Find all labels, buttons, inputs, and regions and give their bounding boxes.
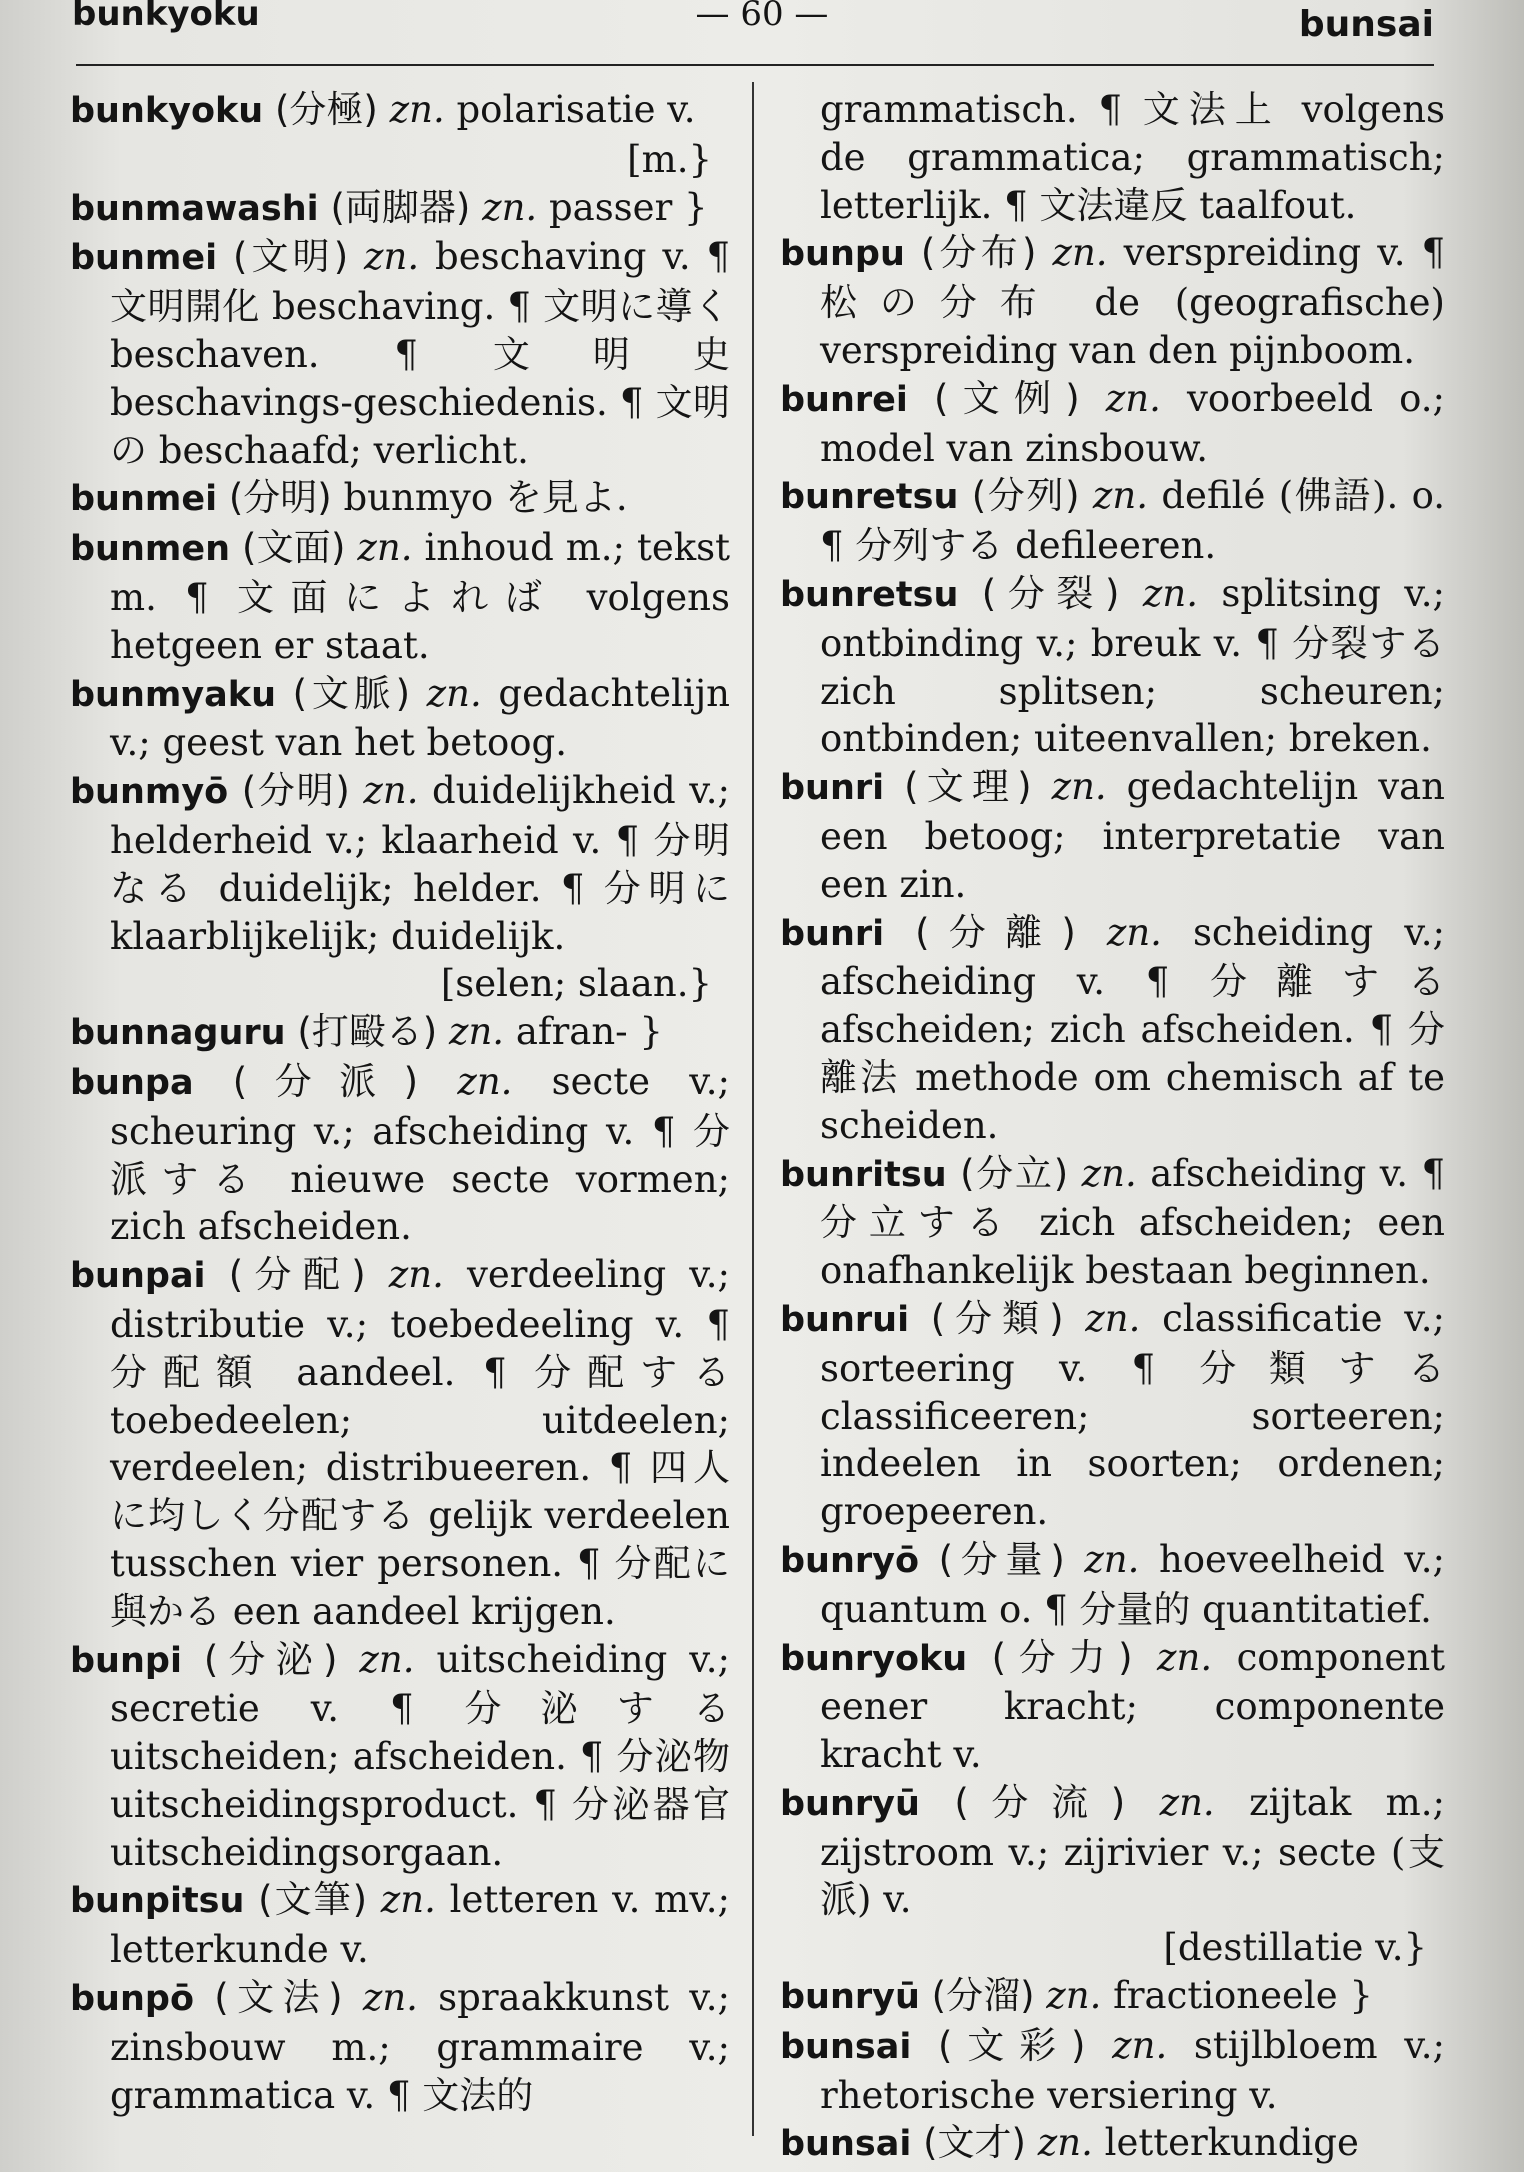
- headword: bunmyaku: [70, 674, 276, 715]
- running-head-right-word: bunsai: [1298, 4, 1434, 45]
- dictionary-entry: [70, 767, 730, 1008]
- part-of-speech: zn.: [448, 1010, 505, 1054]
- dictionary-entry: [780, 1634, 1445, 1779]
- dictionary-entry: [70, 1636, 730, 1877]
- kanji-form: (分溜): [931, 1974, 1035, 2018]
- definition-text: verdeeling v.; distributie v.; toebedeeling v. ¶ 分配額 aandeel. ¶ 分配する toebedeelen; uitdeelen; verdeelen; distribueeren. ¶ 四人に均しく分配する gelijk verdeelen tusschen vier personen. ¶ 分配に與かる een aandeel krijgen.: [110, 1253, 730, 1633]
- dictionary-entry: [70, 184, 730, 234]
- definition-text: splitsing v.; ontbinding v.; breuk v. ¶ 分裂する zich splitsen; scheuren; ontbinden; uiteenvallen; breken.: [820, 571, 1446, 761]
- definition-text: spraakkunst v.; zinsbouw m.; grammaire v.; grammatica v. ¶ 文法的: [110, 1976, 730, 2117]
- definition-text: stijlbloem v.; rhetorische versiering v.: [820, 2023, 1446, 2117]
- headword: bunsai: [780, 2026, 912, 2067]
- definition-text: defilé (佛語). o. ¶ 分列する defileeren.: [820, 474, 1446, 568]
- kanji-form: (文例): [933, 376, 1080, 420]
- dictionary-entry: [780, 1295, 1445, 1536]
- part-of-speech: zn.: [1092, 474, 1148, 518]
- part-of-speech: zn.: [359, 1637, 415, 1681]
- headword: bunpitsu: [70, 1881, 245, 1922]
- definition-text: gedachtelijn van een betoog; interpretatie van een zin.: [820, 765, 1446, 906]
- headword: bunmen: [70, 529, 231, 570]
- part-of-speech: zn.: [1105, 376, 1161, 420]
- part-of-speech: zn.: [1052, 231, 1108, 275]
- kanji-form: (分配): [228, 1253, 366, 1297]
- kanji-form: (分明): [228, 476, 332, 520]
- dictionary-entry: [780, 472, 1445, 570]
- headword: bunryū: [780, 1783, 920, 1824]
- dictionary-entry: [780, 1536, 1445, 1634]
- kanji-form: (分裂): [981, 571, 1120, 615]
- definition-text: polarisatie v.: [456, 88, 696, 131]
- dictionary-entry: [780, 763, 1445, 908]
- part-of-speech: zn.: [1051, 765, 1107, 809]
- dictionary-entry: [70, 474, 730, 524]
- definition-text: voorbeeld o.; model van zinsbouw.: [820, 376, 1445, 470]
- part-of-speech: zn.: [1081, 1151, 1137, 1195]
- definition-text: gedachtelijn v.; geest van het betoog.: [110, 671, 731, 765]
- part-of-speech: zn.: [426, 671, 482, 715]
- kanji-form: (分量): [938, 1537, 1065, 1581]
- headword: bunretsu: [780, 574, 959, 615]
- kanji-form: (文脈): [292, 671, 411, 715]
- dictionary-entry: [70, 524, 730, 669]
- dictionary-entry: [70, 1876, 730, 1974]
- headword: bunrui: [780, 1299, 910, 1340]
- kanji-form: (両脚器): [330, 185, 471, 229]
- kanji-form: (分明): [241, 769, 350, 813]
- dictionary-entry: [780, 1150, 1445, 1295]
- kanji-form: (文明): [232, 235, 349, 279]
- part-of-speech: zn.: [1084, 1537, 1140, 1581]
- dictionary-entry: [70, 1974, 730, 2119]
- part-of-speech: zn.: [1106, 910, 1162, 954]
- carried-over-text: [destillatie v.}: [1163, 1926, 1427, 1970]
- kanji-form: (文筆): [258, 1878, 368, 1922]
- dictionary-entry: [70, 1251, 730, 1635]
- running-head-left-word: bunkyoku: [72, 0, 260, 34]
- part-of-speech: zn.: [388, 1253, 444, 1297]
- part-of-speech: zn.: [1037, 2121, 1093, 2165]
- kanji-form: (分力): [991, 1635, 1133, 1679]
- definition-text: zijtak m.; zijstroom v.; zijrivier v.; secte (支派) v.: [820, 1780, 1445, 1922]
- entry-continuation: [780, 86, 1445, 229]
- kanji-form: (分類): [930, 1296, 1064, 1340]
- page-number: — 60 —: [695, 0, 829, 34]
- definition-text: inhoud m.; tekst m. ¶ 文面によれば volgens hetgeen er staat.: [110, 526, 731, 667]
- headword: bunri: [780, 913, 885, 954]
- headword: bunryō: [780, 1540, 920, 1581]
- headword: bunmyō: [70, 772, 229, 813]
- running-head: [0, 0, 1524, 52]
- part-of-speech: zn.: [1046, 1974, 1102, 2018]
- part-of-speech: zn.: [1112, 2023, 1168, 2067]
- definition-text: letteren v. mv.; letterkunde v.: [110, 1878, 730, 1972]
- kanji-form: (分泌): [203, 1637, 338, 1681]
- headword: bunmei: [70, 479, 218, 520]
- part-of-speech: zn.: [1085, 1296, 1141, 1340]
- dictionary-entry: [70, 86, 730, 184]
- definition-text: secte v.; scheuring v.; afscheiding v. ¶ 分派する nieuwe secte vormen; zich afscheiden.: [110, 1059, 730, 1249]
- definition-text: letterkundige: [1104, 2121, 1359, 2165]
- headword: bunryū: [780, 1977, 920, 2018]
- part-of-speech: zn.: [457, 1059, 513, 1103]
- dictionary-entry: [70, 1058, 730, 1251]
- part-of-speech: zn.: [364, 235, 420, 279]
- headword: bunrei: [780, 379, 908, 420]
- kanji-form: (分布): [920, 231, 1037, 275]
- part-of-speech: zn.: [357, 526, 413, 570]
- part-of-speech: zn.: [380, 1878, 436, 1922]
- kanji-form: (文才): [923, 2121, 1026, 2165]
- kanji-form: (分立): [960, 1151, 1069, 1195]
- kanji-form: (文彩): [937, 2023, 1086, 2067]
- header-rule: [76, 64, 1434, 66]
- dictionary-entry: [780, 229, 1445, 374]
- part-of-speech: zn.: [482, 185, 538, 229]
- headword: bunsai: [780, 2124, 912, 2165]
- definition-text: afran- }: [515, 1010, 663, 1054]
- kanji-form: (文法): [214, 1976, 343, 2020]
- kanji-form: (分列): [971, 474, 1080, 518]
- part-of-speech: zn.: [363, 769, 419, 813]
- definition-text: classificatie v.; sorteering v. ¶ 分類する classificeeren; sorteeren; indeelen in soorten; ordenen; groepeeren.: [820, 1296, 1446, 1534]
- headword: bunmawashi: [70, 188, 319, 229]
- definition-text: duidelijkheid v.; helderheid v.; klaarheid v. ¶ 分明なる duidelijk; helder. ¶ 分明に klaarblijkelijk; duidelijk.: [110, 769, 730, 958]
- dictionary-entry: [780, 2022, 1445, 2120]
- kanji-form: (打毆る): [297, 1010, 438, 1054]
- definition-text: bunmyo を見よ.: [343, 476, 628, 520]
- headword: bunkyoku: [70, 91, 264, 131]
- headword: bunpi: [70, 1640, 182, 1681]
- dictionary-entry: [70, 1008, 730, 1058]
- headword: bunpa: [70, 1062, 194, 1103]
- headword: bunpai: [70, 1256, 206, 1297]
- part-of-speech: zn.: [362, 1976, 418, 2020]
- dictionary-entry: [780, 570, 1445, 763]
- definition-text: uitscheiding v.; secretie v. ¶ 分泌する uitscheiden; afscheiden. ¶ 分泌物 uitscheidingsproduct. ¶ 分泌器官 uitscheidingsorgaan.: [110, 1637, 730, 1874]
- definition-text: scheiding v.; afscheiding v. ¶ 分離する afscheiden; zich afscheiden. ¶ 分離法 methode om chemisch af te scheiden.: [820, 910, 1445, 1147]
- headword: bunri: [780, 768, 885, 809]
- definition-text: grammatisch. ¶ 文法上 volgens de grammatica; grammatisch; letterlijk. ¶ 文法違反 taalfout.: [820, 88, 1445, 227]
- definition-text: afscheiding v. ¶ 分立する zich afscheiden; een onafhankelijk bestaan beginnen.: [820, 1151, 1446, 1293]
- left-column: [70, 86, 730, 2119]
- headword: bunryoku: [780, 1638, 968, 1679]
- dictionary-entry: [70, 233, 730, 474]
- right-column: [780, 86, 1445, 2169]
- column-divider: [752, 82, 754, 2136]
- definition-text: beschaving v. ¶ 文明開化 beschaving. ¶ 文明に導く beschaven. ¶ 文明史 beschavings-geschiedenis. ¶ 文明の beschaafd; verlicht.: [110, 235, 730, 472]
- part-of-speech: zn.: [1142, 571, 1198, 615]
- definition-text: passer }: [548, 185, 708, 229]
- kanji-form: (分派): [232, 1059, 419, 1103]
- kanji-form: (文理): [904, 765, 1032, 809]
- carried-over-text: [selen; slaan.}: [440, 962, 712, 1006]
- part-of-speech: zn.: [389, 88, 445, 131]
- kanji-form: (分流): [954, 1780, 1126, 1824]
- definition-text: hoeveelheid v.; quantum o. ¶ 分量的 quantitatief.: [820, 1537, 1446, 1631]
- dictionary-entry: [70, 670, 730, 768]
- definition-text: verspreiding v. ¶ 松の分布 de (geografische) verspreiding van den pijnboom.: [820, 231, 1446, 372]
- dictionary-entry: [780, 909, 1445, 1150]
- part-of-speech: zn.: [1159, 1780, 1215, 1824]
- kanji-form: (文面): [241, 526, 346, 570]
- headword: bunritsu: [780, 1154, 947, 1195]
- definition-text: component eener kracht; componente kracht v.: [820, 1635, 1446, 1777]
- dictionary-entry: [780, 1972, 1445, 2022]
- carried-over-text: [m.}: [627, 137, 712, 181]
- headword: bunpu: [780, 234, 905, 275]
- definition-text: fractioneele }: [1113, 1974, 1373, 2018]
- headword: bunnaguru: [70, 1013, 286, 1054]
- part-of-speech: zn.: [1157, 1635, 1213, 1679]
- dictionary-entry: [780, 2119, 1445, 2169]
- headword: bunpō: [70, 1979, 194, 2020]
- dictionary-entry: [780, 1779, 1445, 1972]
- kanji-form: (分極): [274, 88, 378, 131]
- dictionary-entry: [780, 375, 1445, 473]
- headword: bunmei: [70, 238, 218, 279]
- headword: bunretsu: [780, 477, 959, 518]
- kanji-form: (分離): [915, 910, 1076, 954]
